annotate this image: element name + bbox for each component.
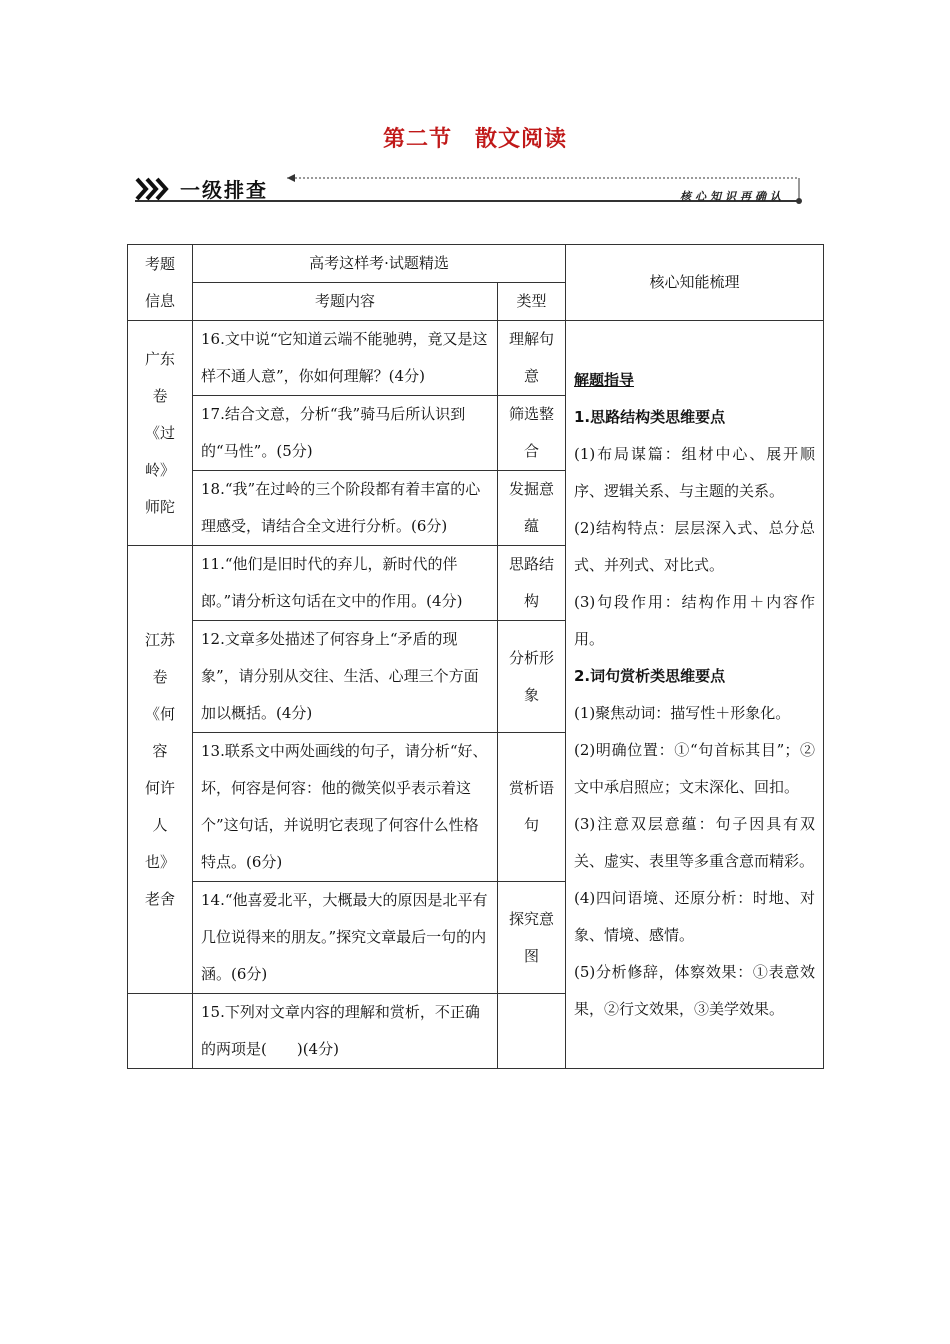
- banner-title: 一级排查: [180, 178, 268, 202]
- source-empty: [128, 994, 193, 1069]
- banner-subtitle: 核心知识再确认: [680, 190, 785, 203]
- knowledge-panel: [566, 321, 824, 1069]
- question-16: 16.文中说“它知道云端不能驰骋，竟又是这样不通人意”，你如何理解？(4分): [193, 321, 498, 396]
- header-knowledge: 核心知能梳理: [566, 245, 824, 321]
- type-11: 思路结构: [498, 546, 566, 621]
- knowledge-item: (4)四问语境、还原分析：时地、对象、情境、感情。: [574, 888, 815, 944]
- knowledge-item: (1)布局谋篇：组材中心、展开顺序、逻辑关系、与主题的关系。: [574, 444, 815, 500]
- question-17: 17.结合文意，分析“我”骑马后所认识到的“马性”。(5分): [193, 396, 498, 471]
- knowledge-item: (2)明确位置：①“句首标其目”；②文中承启照应；文末深化、回扣。: [574, 740, 815, 796]
- type-16: 理解句意: [498, 321, 566, 396]
- knowledge-item: (5)分析修辞，体察效果：①表意效果，②行文效果，③美学效果。: [574, 962, 815, 1018]
- question-11: 11.“他们是旧时代的弃儿，新时代的伴郎。”请分析这句话在文中的作用。(4分): [193, 546, 498, 621]
- type-12: 分析形象: [498, 621, 566, 733]
- type-17: 筛选整合: [498, 396, 566, 471]
- section-banner: [135, 170, 805, 210]
- question-13: 13.联系文中两处画线的句子，请分析“好、坏，何容是何容：他的微笑似乎表示着这个”这句话，并说明它表现了何容什么性格特点。(6分): [193, 733, 498, 882]
- header-type: 类型: [498, 283, 566, 321]
- knowledge-item: (3)注意双层意蕴：句子因具有双关、虚实、表里等多重含意而精彩。: [574, 814, 815, 870]
- question-18: 18.“我”在过岭的三个阶段都有着丰富的心理感受，请结合全文进行分析。(6分): [193, 471, 498, 546]
- header-selection: 高考这样考·试题精选: [193, 245, 566, 283]
- question-12: 12.文章多处描述了何容身上“矛盾的现象”，请分别从交往、生活、心理三个方面加以概括。(4分): [193, 621, 498, 733]
- header-content: 考题内容: [193, 283, 498, 321]
- knowledge-heading: 解题指导: [574, 370, 635, 389]
- header-info: 考题 信息: [128, 245, 193, 321]
- knowledge-item: (1)聚焦动词：描写性＋形象化。: [574, 703, 791, 722]
- question-15: 15.下列对文章内容的理解和赏析，不正确的两项是( )(4分): [193, 994, 498, 1069]
- source-guangdong: 广东 卷 《过 岭》 师陀: [128, 321, 193, 546]
- source-jiangsu: 江苏 卷 《何 容 何许 人 也》 老舍: [128, 546, 193, 994]
- type-14: 探究意图: [498, 882, 566, 994]
- knowledge-section-title: 2.词句赏析类思维要点: [574, 666, 726, 685]
- type-15: [498, 994, 566, 1069]
- knowledge-section-title: 1.思路结构类思维要点: [574, 407, 726, 426]
- knowledge-item: (3)句段作用：结构作用＋内容作用。: [574, 592, 815, 648]
- page-title: 第二节 散文阅读: [382, 127, 567, 152]
- double-chevron-icon: [135, 176, 175, 202]
- type-18: 发掘意蕴: [498, 471, 566, 546]
- exam-table: [127, 244, 824, 1069]
- question-14: 14.“他喜爱北平，大概最大的原因是北平有几位说得来的朋友。”探究文章最后一句的内涵。(6分): [193, 882, 498, 994]
- type-13: 赏析语句: [498, 733, 566, 882]
- knowledge-item: (2)结构特点：层层深入式、总分总式、并列式、对比式。: [574, 518, 815, 574]
